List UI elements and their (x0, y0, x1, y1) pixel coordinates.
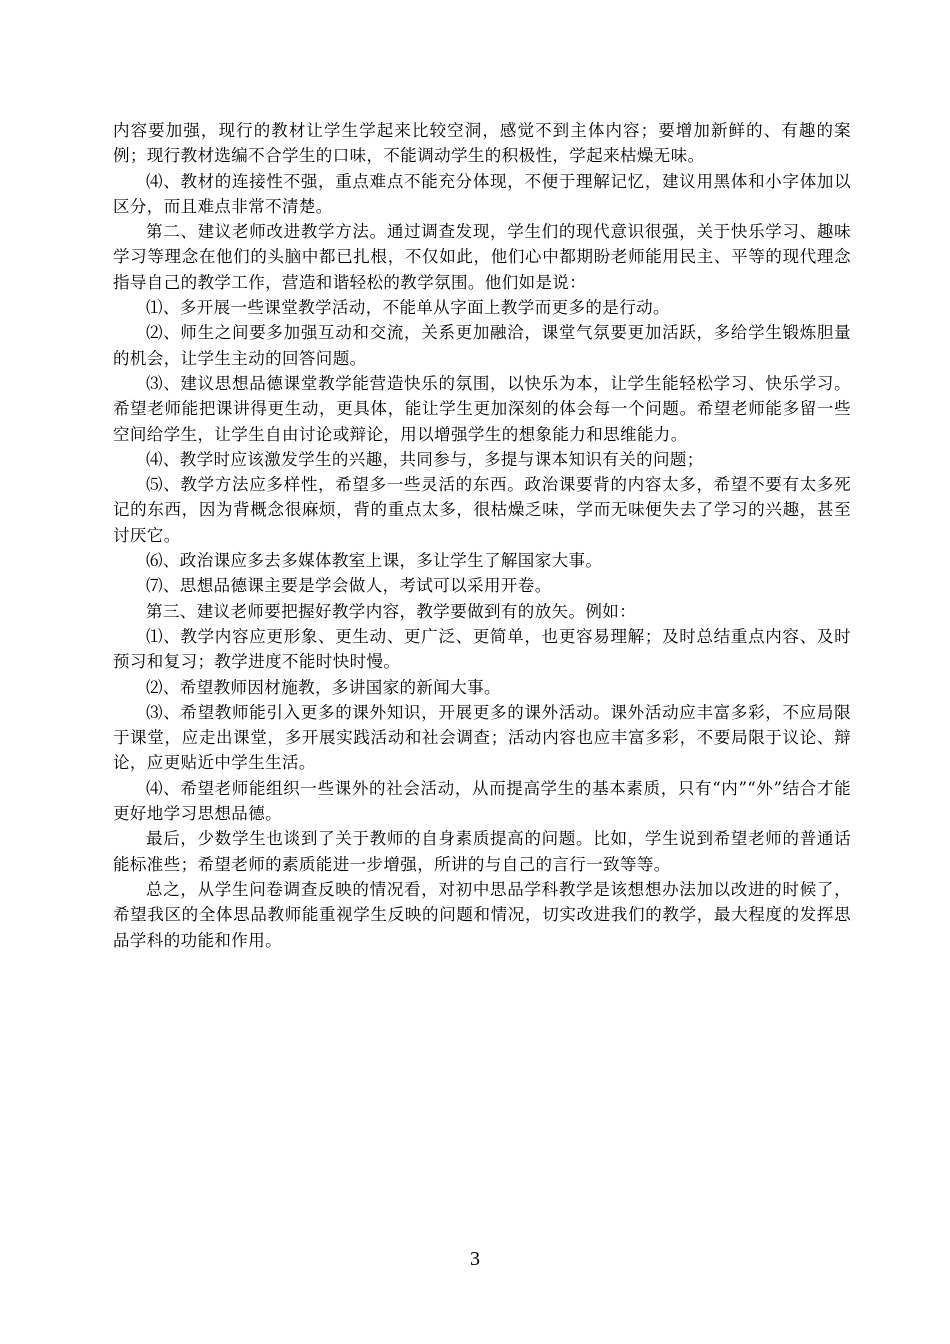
paragraph: ⑸、教学方法应多样性，希望多一些灵活的东西。政治课要背的内容太多，希望不要有太多死记的东西，因为背概念很麻烦，背的重点太多，很枯燥乏味，学而无味便失去了学习的兴趣，甚至讨厌它。 (113, 475, 851, 545)
paragraph: 第三、建议老师要把握好教学内容，教学要做到有的放矢。例如： (146, 601, 637, 621)
paragraph: ⑵、师生之间要多加强互动和交流，关系更加融洽，课堂气氛要更加活跃，多给学生锻炼胆量的机会，让学生主动的回答问题。 (113, 323, 851, 368)
paragraph: ⑵、希望教师因材施教，多讲国家的新闻大事。 (146, 677, 501, 697)
paragraph: ⑴、教学内容应更形象、更生动、更广泛、更简单，也更容易理解；及时总结重点内容、及时预习和复习；教学进度不能时快时慢。 (113, 626, 851, 672)
paragraph: ⑷、教学时应该激发学生的兴趣，共同参与，多提与课本知识有关的问题； (146, 449, 704, 469)
body-text (113, 118, 851, 953)
paragraph: 最后，少数学生也谈到了关于教师的自身素质提高的问题。比如，学生说到希望老师的普通话能标准些；希望老师的素质能进一步增强，所讲的与自己的言行一致等等。 (113, 829, 851, 874)
paragraph: 内容要加强，现行的教材让学生学起来比较空洞，感觉不到主体内容；要增加新鲜的、有趣的案例；现行教材选编不合学生的口味，不能调动学生的积极性，学起来枯燥无味。 (113, 121, 851, 166)
paragraph: ⑺、思想品德课主要是学会做人，考试可以采用开卷。 (146, 576, 552, 596)
paragraph: ⑷、教材的连接性不强，重点难点不能充分体现，不便于理解记忆，建议用黑体和小字体加以区分，而且难点非常不清楚。 (113, 171, 851, 216)
page-number: 3 (470, 1248, 480, 1270)
paragraph: ⑷、希望老师能组织一些课外的社会活动，从而提高学生的基本素质，只有“内”“外”结合才能更好地学习思想品德。 (113, 778, 851, 824)
paragraph: ⑶、建议思想品德课堂教学能营造快乐的氛围，以快乐为本，让学生能轻松学习、快乐学习。希望老师能把课讲得更生动，更具体，能让学生更加深刻的体会每一个问题。希望老师能多留一些空间给学生，让学生自由讨论或辩论，用以增强学生的想象能力和思维能力。 (113, 373, 851, 444)
paragraph: ⑴、多开展一些课堂教学活动，不能单从字面上教学而更多的是行动。 (146, 298, 670, 318)
paragraph: 总之，从学生问卷调查反映的情况看，对初中思品学科教学是该想想办法加以改进的时候了，希望我区的全体思品教师能重视学生反映的问题和情况，切实改进我们的教学，最大程度的发挥思品学科的功能和作用。 (113, 879, 851, 950)
paragraph: 第二、建议老师改进教学方法。通过调查发现，学生们的现代意识很强，关于快乐学习、趣味学习等理念在他们的头脑中都已扎根，不仅如此，他们心中都期盼老师能用民主、平等的现代理念指导自己的教学工作，营造和谐轻松的教学氛围。他们如是说： (113, 222, 851, 292)
paragraph: ⑹、政治课应多去多媒体教室上课，多让学生了解国家大事。 (146, 551, 603, 571)
paragraph: ⑶、希望教师能引入更多的课外知识，开展更多的课外活动。课外活动应丰富多彩，不应局限于课堂，应走出课堂，多开展实践活动和社会调查；活动内容也应丰富多彩，不要局限于议论、辩论，应更贴近中学生生活。 (113, 702, 851, 773)
